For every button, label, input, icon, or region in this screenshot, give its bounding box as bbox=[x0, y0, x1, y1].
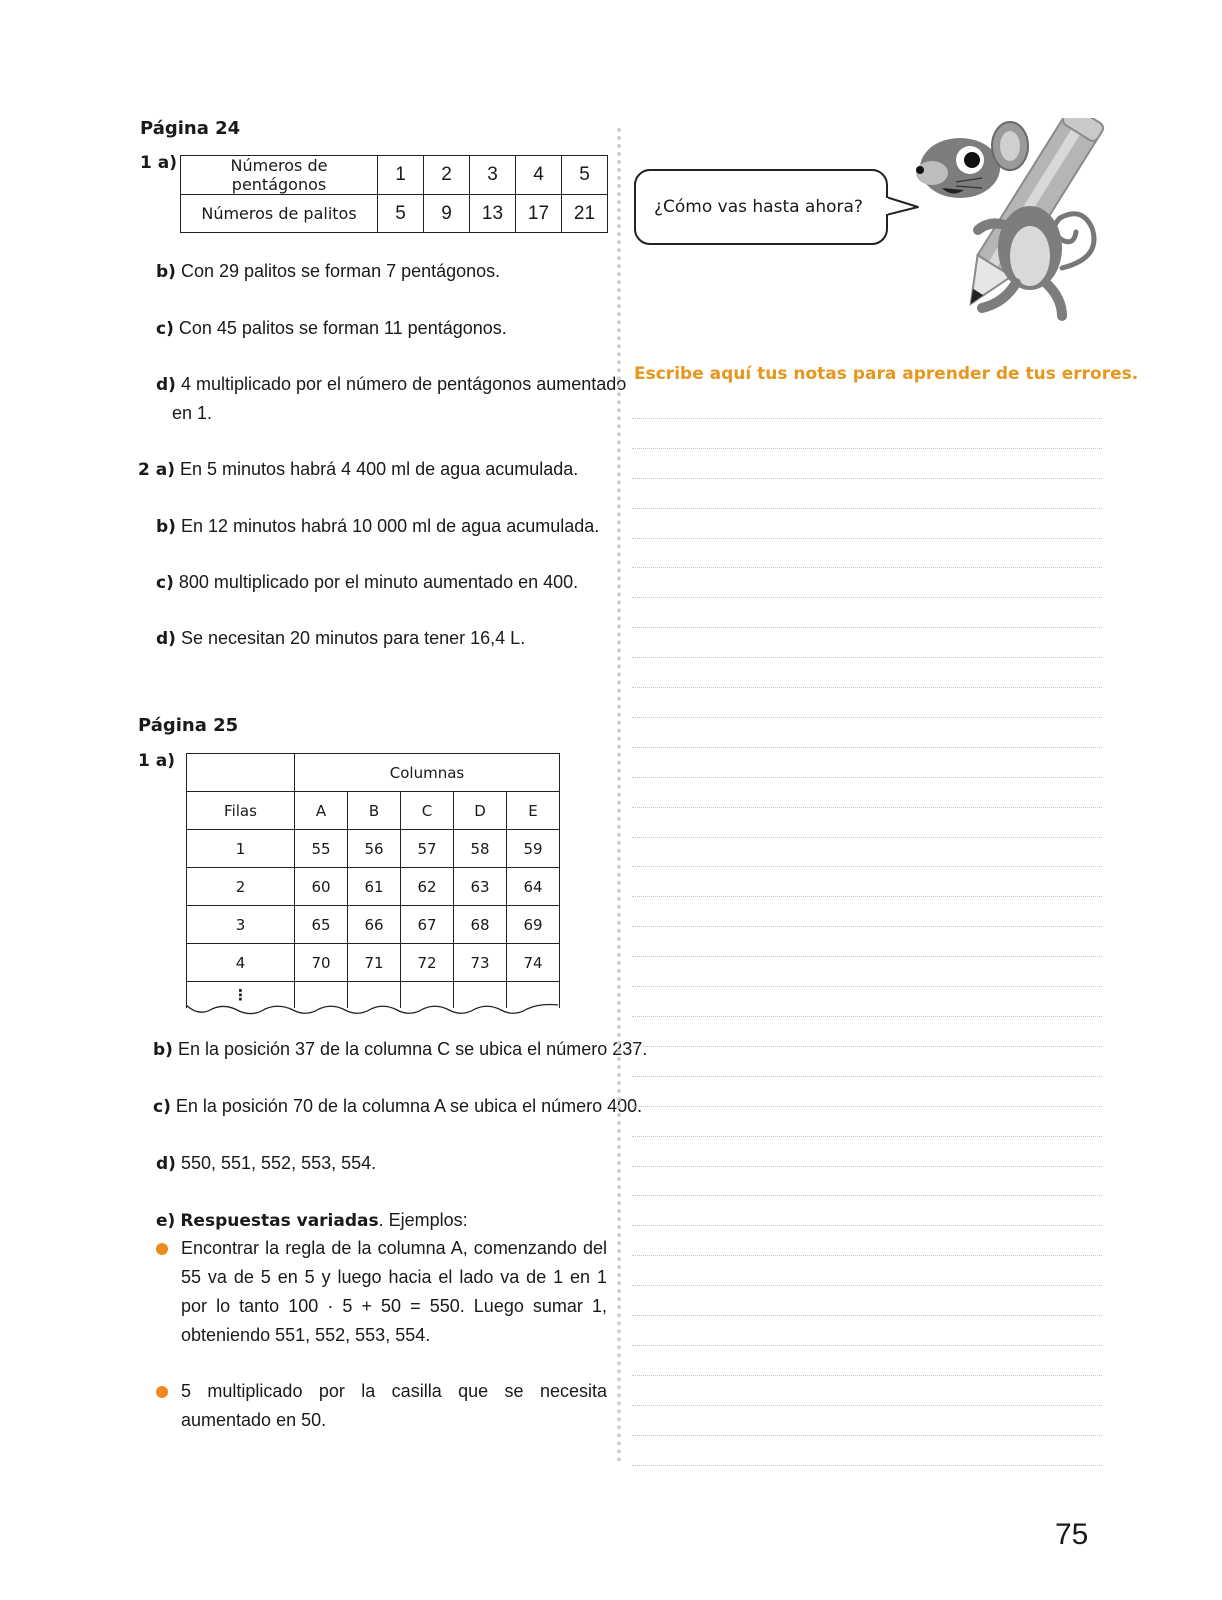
table-cell: 21 bbox=[562, 195, 608, 233]
row-label: 1 bbox=[187, 830, 295, 868]
table-cell: 61 bbox=[348, 868, 401, 906]
answer-2b bbox=[156, 512, 599, 542]
note-line bbox=[632, 1435, 1102, 1436]
answer-label: 2 a) bbox=[138, 460, 175, 480]
table-row bbox=[187, 906, 560, 944]
note-line bbox=[632, 1285, 1102, 1286]
answer-text: 550, 551, 552, 553, 554. bbox=[180, 1153, 377, 1173]
note-line bbox=[632, 1345, 1102, 1346]
answer-label: c) bbox=[156, 573, 174, 593]
rows-header: Filas bbox=[187, 792, 295, 830]
table-cell: 67 bbox=[401, 906, 454, 944]
note-line bbox=[632, 657, 1102, 658]
note-line bbox=[632, 896, 1102, 897]
answer-2a bbox=[138, 455, 578, 485]
table-cell: 56 bbox=[348, 830, 401, 868]
continuation-dots: ⋮ bbox=[187, 982, 295, 1008]
page-number: 75 bbox=[1055, 1518, 1089, 1551]
answer-text: 800 multiplicado por el minuto aumentado en 400. bbox=[178, 572, 579, 592]
answer-label: b) bbox=[156, 262, 176, 282]
page-24-heading: Página 24 bbox=[140, 118, 241, 139]
note-line bbox=[632, 1076, 1102, 1077]
mouse-with-pencil-icon bbox=[912, 118, 1112, 328]
bullet-icon bbox=[156, 1386, 168, 1398]
table-cell: 5 bbox=[378, 195, 424, 233]
table-corner bbox=[187, 754, 295, 792]
answer-1b bbox=[156, 257, 500, 287]
note-line bbox=[632, 687, 1102, 688]
column-label: D bbox=[454, 792, 507, 830]
table-cell: 68 bbox=[454, 906, 507, 944]
bullet-icon bbox=[156, 1243, 168, 1255]
answer-1d bbox=[156, 370, 626, 400]
speech-bubble bbox=[634, 169, 888, 245]
table-cell: 72 bbox=[401, 944, 454, 982]
answer-label: d) bbox=[156, 375, 176, 395]
row-header: Números de pentágonos bbox=[181, 156, 378, 195]
answer-text: En 5 minutos habrá 4 400 ml de agua acumulada. bbox=[180, 459, 579, 479]
note-line bbox=[632, 1315, 1102, 1316]
table-row bbox=[181, 195, 608, 233]
table-cell: 60 bbox=[295, 868, 348, 906]
columns-header: Columnas bbox=[295, 754, 560, 792]
answer-label: c) bbox=[156, 319, 174, 339]
answer-text: Con 45 palitos se forman 11 pentágonos. bbox=[178, 318, 507, 338]
row-label: 2 bbox=[187, 868, 295, 906]
example-2: 5 multiplicado por la casilla que se necesita aumentado en 50. bbox=[181, 1381, 607, 1430]
note-line bbox=[632, 1136, 1102, 1137]
answer-text: Con 29 palitos se forman 7 pentágonos. bbox=[180, 261, 501, 281]
table-cell: 55 bbox=[295, 830, 348, 868]
note-line bbox=[632, 1046, 1102, 1047]
answer-label: b) bbox=[156, 517, 176, 537]
answer-label: d) bbox=[156, 629, 176, 649]
table-cell: 2 bbox=[424, 156, 470, 195]
answer-p25-1d bbox=[156, 1149, 376, 1179]
q1a-label: 1 a) bbox=[138, 751, 175, 771]
table-cell: 73 bbox=[454, 944, 507, 982]
note-line bbox=[632, 866, 1102, 867]
note-line bbox=[632, 1106, 1102, 1107]
answer-text: En la posición 70 de la columna A se ubica el número 400. bbox=[175, 1096, 643, 1116]
note-line bbox=[632, 1016, 1102, 1017]
answer-text: 4 multiplicado por el número de pentágonos aumentado bbox=[180, 374, 627, 394]
note-line bbox=[632, 478, 1102, 479]
columns-table bbox=[186, 753, 560, 1008]
note-line bbox=[632, 538, 1102, 539]
table-cell: 59 bbox=[507, 830, 560, 868]
column-divider bbox=[617, 128, 621, 1463]
example-1: Encontrar la regla de la columna A, comenzando del 55 va de 5 en 5 y luego hacia el lado va de 1 en 1 por lo tanto 100 · 5 + 50 = 550. Luego sumar 1, obteniendo 551, 552, 553, 554. bbox=[181, 1238, 607, 1345]
table-cell: 66 bbox=[348, 906, 401, 944]
notes-title: Escribe aquí tus notas para aprender de tus errores. bbox=[634, 364, 1139, 384]
answer-2d bbox=[156, 624, 525, 654]
note-line bbox=[632, 508, 1102, 509]
answer-2c bbox=[156, 568, 578, 598]
note-line bbox=[632, 1195, 1102, 1196]
answer-p25-1b bbox=[153, 1035, 647, 1065]
pentagon-table bbox=[180, 155, 608, 233]
table-row bbox=[187, 754, 560, 792]
table-row bbox=[187, 792, 560, 830]
answer-text: En 12 minutos habrá 10 000 ml de agua acumulada. bbox=[180, 516, 600, 536]
table-row bbox=[187, 868, 560, 906]
bubble-text: ¿Cómo vas hasta ahora? bbox=[654, 197, 863, 217]
answer-text: Se necesitan 20 minutos para tener 16,4 L. bbox=[180, 628, 526, 648]
table-cell: 3 bbox=[470, 156, 516, 195]
table-cell: 9 bbox=[424, 195, 470, 233]
note-line bbox=[632, 1255, 1102, 1256]
note-line bbox=[632, 986, 1102, 987]
table-cell: 71 bbox=[348, 944, 401, 982]
note-line bbox=[632, 1375, 1102, 1376]
note-line bbox=[632, 717, 1102, 718]
answer-1d-continued: en 1. bbox=[172, 403, 213, 423]
note-line bbox=[632, 1166, 1102, 1167]
table-cell: 74 bbox=[507, 944, 560, 982]
table-cell: 5 bbox=[562, 156, 608, 195]
note-line bbox=[632, 627, 1102, 628]
answer-p25-1c bbox=[153, 1092, 642, 1122]
table-cell: 58 bbox=[454, 830, 507, 868]
note-line bbox=[632, 418, 1102, 419]
answer-label: b) bbox=[153, 1040, 173, 1060]
row-label: 4 bbox=[187, 944, 295, 982]
column-label: B bbox=[348, 792, 401, 830]
answer-1c bbox=[156, 314, 507, 344]
row-header: Números de palitos bbox=[181, 195, 378, 233]
answer-text: En la posición 37 de la columna C se ubica el número 237. bbox=[177, 1039, 648, 1059]
table-cell: 4 bbox=[516, 156, 562, 195]
wavy-table-edge bbox=[185, 1003, 559, 1017]
table-row bbox=[181, 156, 608, 195]
note-line bbox=[632, 926, 1102, 927]
note-line bbox=[632, 837, 1102, 838]
table-cell: 64 bbox=[507, 868, 560, 906]
note-line bbox=[632, 597, 1102, 598]
answer-label: e) bbox=[156, 1211, 176, 1231]
note-line bbox=[632, 956, 1102, 957]
note-line bbox=[632, 777, 1102, 778]
row-label: 3 bbox=[187, 906, 295, 944]
answer-text: . Ejemplos: bbox=[378, 1210, 468, 1230]
table-cell: 62 bbox=[401, 868, 454, 906]
column-label: E bbox=[507, 792, 560, 830]
table-cell: 70 bbox=[295, 944, 348, 982]
table-cell: 17 bbox=[516, 195, 562, 233]
table-row bbox=[187, 830, 560, 868]
table-cell: 1 bbox=[378, 156, 424, 195]
note-line bbox=[632, 1225, 1102, 1226]
table-cell: 57 bbox=[401, 830, 454, 868]
table-cell: 69 bbox=[507, 906, 560, 944]
table-cell: 13 bbox=[470, 195, 516, 233]
answer-p25-1e bbox=[156, 1206, 468, 1236]
note-line bbox=[632, 807, 1102, 808]
table-cell: 63 bbox=[454, 868, 507, 906]
q1a-label: 1 a) bbox=[140, 153, 177, 173]
note-line bbox=[632, 1405, 1102, 1406]
column-label: A bbox=[295, 792, 348, 830]
table-row bbox=[187, 944, 560, 982]
note-line bbox=[632, 567, 1102, 568]
note-line bbox=[632, 448, 1102, 449]
page-25-heading: Página 25 bbox=[138, 715, 239, 736]
answer-bold-text: Respuestas variadas bbox=[180, 1211, 379, 1231]
answer-label: d) bbox=[156, 1154, 176, 1174]
table-cell: 65 bbox=[295, 906, 348, 944]
note-line bbox=[632, 747, 1102, 748]
column-label: C bbox=[401, 792, 454, 830]
note-line bbox=[632, 1465, 1102, 1466]
answer-label: c) bbox=[153, 1097, 171, 1117]
